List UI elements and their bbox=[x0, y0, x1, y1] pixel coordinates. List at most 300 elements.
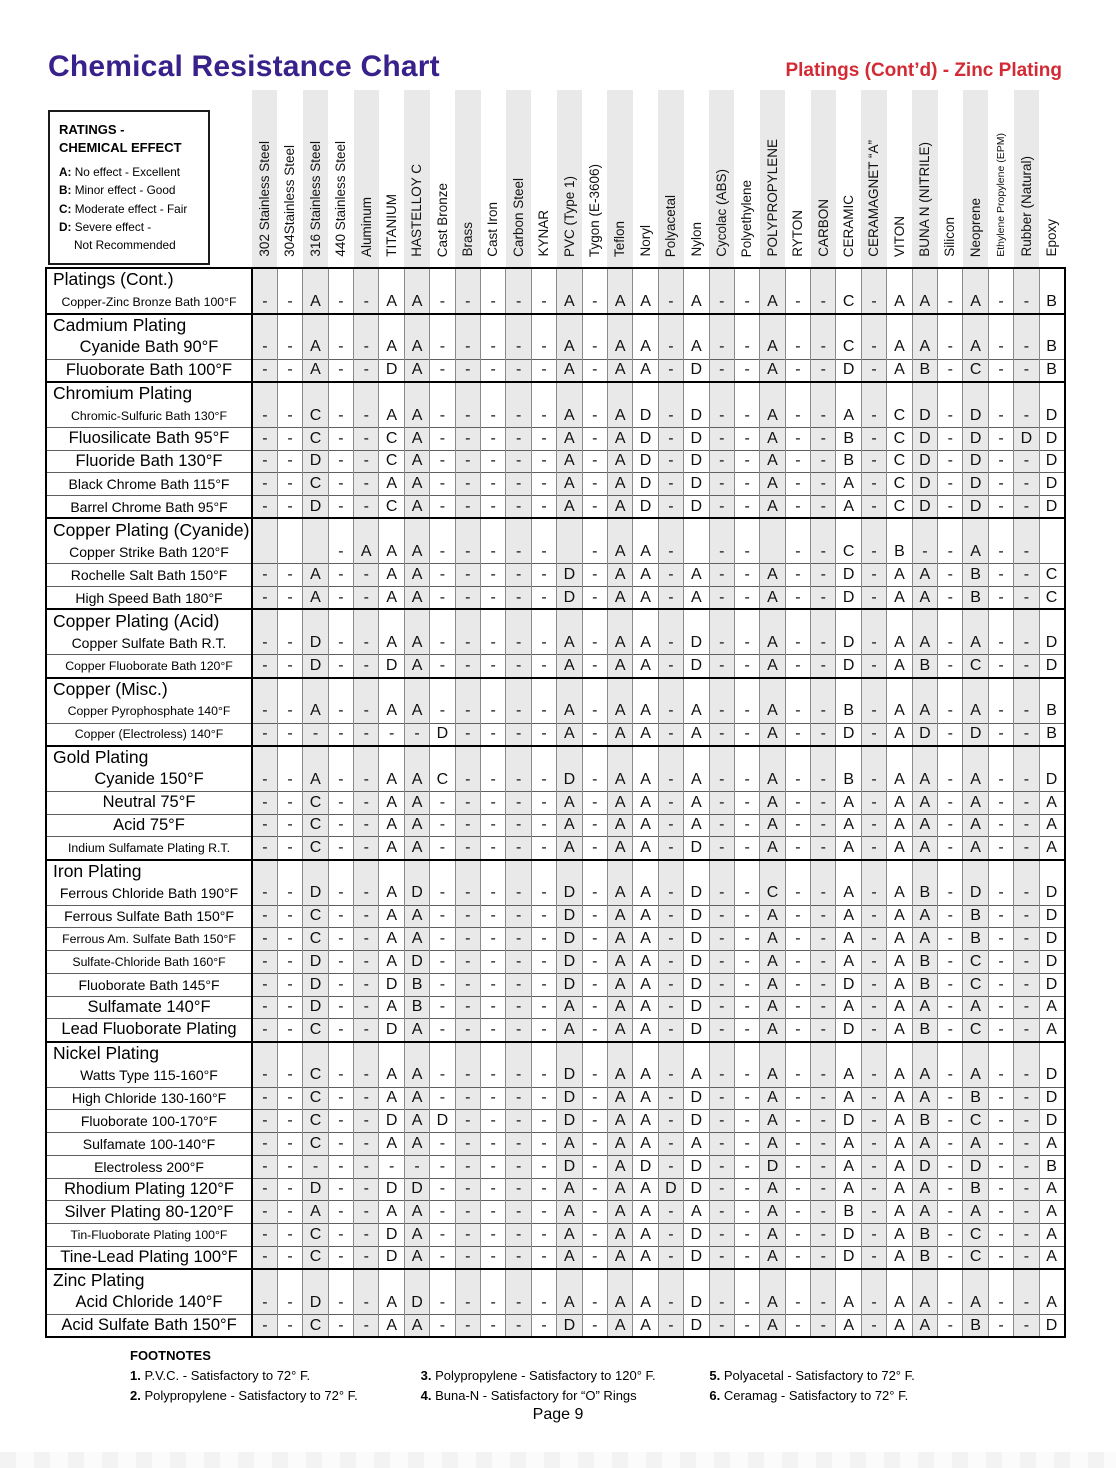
rating-cell: D bbox=[303, 496, 328, 519]
rating-cell: A bbox=[760, 905, 785, 928]
rating-cell: A bbox=[607, 1087, 632, 1110]
rating-cell bbox=[760, 268, 785, 291]
rating-cell: C bbox=[303, 1087, 328, 1110]
rating-cell: - bbox=[1014, 769, 1039, 792]
rating-cell: A bbox=[404, 928, 429, 951]
rating-cell: - bbox=[506, 1110, 531, 1133]
rating-cell: - bbox=[1014, 723, 1039, 746]
rating-cell: - bbox=[277, 996, 302, 1019]
column-header-label: BUNA N (NITRILE) bbox=[917, 142, 933, 257]
rating-cell: C bbox=[430, 769, 455, 792]
rating-cell bbox=[303, 268, 328, 291]
rating-cell: - bbox=[709, 427, 734, 450]
rating-cell: - bbox=[938, 450, 963, 473]
rating-cell: - bbox=[531, 928, 556, 951]
rating-cell: A bbox=[607, 1155, 632, 1178]
rating-cell: - bbox=[658, 837, 683, 860]
rating-cell: - bbox=[455, 973, 480, 996]
rating-cell: - bbox=[531, 1224, 556, 1247]
rating-cell: - bbox=[709, 473, 734, 496]
rating-cell: - bbox=[328, 1133, 353, 1156]
rating-cell: - bbox=[582, 882, 607, 905]
rating-cell: - bbox=[1014, 791, 1039, 814]
rating-cell: A bbox=[607, 655, 632, 678]
rating-cell: - bbox=[531, 1064, 556, 1087]
rating-cell: C bbox=[303, 814, 328, 837]
rating-cell: - bbox=[785, 496, 810, 519]
table-row bbox=[46, 632, 1065, 655]
rating-cell: - bbox=[785, 1178, 810, 1201]
table-row bbox=[46, 564, 1065, 587]
row-label: Watts Type 115-160°F bbox=[46, 1064, 252, 1087]
rating-cell: - bbox=[734, 951, 759, 974]
rating-cell: - bbox=[430, 928, 455, 951]
rating-cell: - bbox=[531, 882, 556, 905]
rating-cell: - bbox=[455, 655, 480, 678]
rating-cell: D bbox=[963, 882, 988, 905]
rating-cell: - bbox=[785, 1064, 810, 1087]
rating-cell: A bbox=[633, 882, 658, 905]
rating-cell: - bbox=[506, 1315, 531, 1338]
rating-cell: A bbox=[607, 882, 632, 905]
rating-cell: - bbox=[252, 996, 277, 1019]
rating-cell: D bbox=[684, 473, 709, 496]
rating-cell: A bbox=[760, 791, 785, 814]
rating-cell: A bbox=[557, 1019, 582, 1042]
rating-cell: A bbox=[633, 1110, 658, 1133]
rating-cell: - bbox=[582, 951, 607, 974]
legend-item: A: No effect - Excellent bbox=[59, 165, 181, 180]
rating-cell bbox=[836, 268, 861, 291]
rating-cell: - bbox=[328, 1178, 353, 1201]
rating-cell: D bbox=[836, 655, 861, 678]
rating-cell: - bbox=[455, 1224, 480, 1247]
rating-cell: A bbox=[379, 1201, 404, 1224]
page-subtitle: Platings (Cont’d) - Zinc Plating bbox=[785, 60, 1062, 81]
rating-cell: B bbox=[963, 1315, 988, 1338]
rating-cell: C bbox=[887, 450, 912, 473]
rating-cell: - bbox=[506, 791, 531, 814]
rating-cell: A bbox=[760, 1201, 785, 1224]
rating-cell: - bbox=[430, 291, 455, 314]
rating-cell: A bbox=[633, 655, 658, 678]
rating-cell bbox=[658, 860, 683, 883]
rating-cell bbox=[836, 382, 861, 405]
rating-cell: - bbox=[531, 700, 556, 723]
table-row bbox=[46, 769, 1065, 792]
column-header bbox=[481, 90, 506, 268]
rating-cell: - bbox=[658, 1246, 683, 1269]
rating-cell: B bbox=[1039, 1155, 1064, 1178]
rating-cell bbox=[760, 860, 785, 883]
row-label: Chromic-Sulfuric Bath 130°F bbox=[46, 405, 252, 428]
rating-cell bbox=[658, 314, 683, 337]
rating-cell: A bbox=[760, 769, 785, 792]
rating-cell: A bbox=[887, 814, 912, 837]
rating-cell: A bbox=[557, 1246, 582, 1269]
rating-cell bbox=[430, 860, 455, 883]
rating-cell: A bbox=[887, 769, 912, 792]
footnote-item: 2. Polypropylene - Satisfactory to 72° F. bbox=[130, 1388, 358, 1404]
rating-cell: - bbox=[861, 723, 886, 746]
rating-cell: - bbox=[531, 996, 556, 1019]
rating-cell: - bbox=[709, 700, 734, 723]
rating-cell: A bbox=[633, 1019, 658, 1042]
rating-cell: - bbox=[709, 541, 734, 564]
rating-cell: - bbox=[709, 882, 734, 905]
rating-cell bbox=[861, 518, 886, 541]
rating-cell: D bbox=[1039, 905, 1064, 928]
rating-cell: - bbox=[861, 973, 886, 996]
rating-cell bbox=[404, 609, 429, 632]
rating-cell: A bbox=[557, 814, 582, 837]
rating-cell: - bbox=[938, 905, 963, 928]
rating-cell bbox=[861, 268, 886, 291]
rating-cell: A bbox=[379, 564, 404, 587]
rating-cell: - bbox=[582, 473, 607, 496]
rating-cell: - bbox=[455, 564, 480, 587]
rating-cell: A bbox=[607, 1064, 632, 1087]
rating-cell: B bbox=[912, 973, 937, 996]
column-header bbox=[988, 90, 1013, 268]
rating-cell: A bbox=[557, 700, 582, 723]
rating-cell: A bbox=[1039, 791, 1064, 814]
rating-cell bbox=[328, 746, 353, 769]
rating-cell bbox=[531, 1269, 556, 1292]
rating-cell bbox=[328, 678, 353, 701]
rating-cell: - bbox=[785, 723, 810, 746]
rating-cell: B bbox=[912, 1019, 937, 1042]
rating-cell: - bbox=[734, 1315, 759, 1338]
rating-cell: - bbox=[861, 587, 886, 610]
rating-cell bbox=[557, 518, 582, 541]
rating-cell: - bbox=[506, 541, 531, 564]
rating-cell: A bbox=[912, 814, 937, 837]
rating-cell: - bbox=[379, 1155, 404, 1178]
rating-cell bbox=[252, 1042, 277, 1065]
rating-cell bbox=[252, 746, 277, 769]
rating-cell: - bbox=[328, 450, 353, 473]
rating-cell bbox=[684, 746, 709, 769]
rating-cell: - bbox=[531, 1019, 556, 1042]
rating-cell bbox=[607, 1042, 632, 1065]
legend-title-line2: CHEMICAL EFFECT bbox=[59, 139, 182, 155]
rating-cell: - bbox=[658, 1224, 683, 1247]
rating-cell: - bbox=[481, 1019, 506, 1042]
rating-cell: - bbox=[658, 564, 683, 587]
rating-cell: A bbox=[607, 951, 632, 974]
row-label: Sulfamate 100-140°F bbox=[46, 1133, 252, 1156]
rating-cell: D bbox=[557, 905, 582, 928]
column-header bbox=[861, 90, 886, 268]
rating-cell: A bbox=[379, 905, 404, 928]
rating-cell bbox=[785, 268, 810, 291]
rating-cell: - bbox=[785, 1087, 810, 1110]
rating-cell: C bbox=[963, 655, 988, 678]
column-header-label: Silicon bbox=[942, 217, 958, 257]
rating-cell: C bbox=[303, 405, 328, 428]
rating-cell: A bbox=[607, 1133, 632, 1156]
rating-cell bbox=[1039, 382, 1064, 405]
column-header bbox=[785, 90, 810, 268]
rating-cell bbox=[785, 1042, 810, 1065]
rating-cell: - bbox=[252, 1315, 277, 1338]
rating-cell bbox=[531, 860, 556, 883]
rating-cell: - bbox=[277, 1019, 302, 1042]
rating-cell: - bbox=[861, 541, 886, 564]
rating-cell bbox=[557, 382, 582, 405]
rating-cell: - bbox=[252, 1155, 277, 1178]
rating-cell: A bbox=[379, 291, 404, 314]
rating-cell: A bbox=[887, 1315, 912, 1338]
rating-cell: - bbox=[582, 1201, 607, 1224]
rating-cell: - bbox=[252, 1064, 277, 1087]
rating-cell: - bbox=[455, 700, 480, 723]
rating-cell: - bbox=[658, 473, 683, 496]
rating-cell: D bbox=[684, 1155, 709, 1178]
rating-cell: D bbox=[912, 1155, 937, 1178]
rating-cell bbox=[531, 518, 556, 541]
rating-cell bbox=[836, 1042, 861, 1065]
rating-cell: - bbox=[811, 541, 836, 564]
rating-cell: D bbox=[963, 450, 988, 473]
rating-cell: A bbox=[607, 1201, 632, 1224]
rating-cell: - bbox=[1014, 1178, 1039, 1201]
rating-cell: D bbox=[404, 1292, 429, 1315]
rating-cell: - bbox=[455, 336, 480, 359]
rating-cell: A bbox=[633, 769, 658, 792]
rating-cell: - bbox=[430, 973, 455, 996]
rating-cell: - bbox=[658, 336, 683, 359]
rating-cell: - bbox=[734, 1224, 759, 1247]
rating-cell bbox=[582, 268, 607, 291]
rating-cell: A bbox=[887, 1087, 912, 1110]
rating-cell: - bbox=[277, 1064, 302, 1087]
rating-cell bbox=[506, 1042, 531, 1065]
rating-cell: - bbox=[430, 1155, 455, 1178]
rating-cell bbox=[582, 860, 607, 883]
rating-cell bbox=[861, 314, 886, 337]
rating-cell: D bbox=[1039, 951, 1064, 974]
rating-cell bbox=[506, 1269, 531, 1292]
rating-cell: - bbox=[938, 1315, 963, 1338]
section-label: Platings (Cont.) bbox=[46, 268, 252, 291]
rating-cell: D bbox=[1039, 1064, 1064, 1087]
rating-cell bbox=[938, 860, 963, 883]
rating-cell: - bbox=[506, 1224, 531, 1247]
rating-cell: A bbox=[303, 564, 328, 587]
rating-cell: B bbox=[963, 1178, 988, 1201]
rating-cell: D bbox=[379, 1019, 404, 1042]
column-header-label: POLYPROPYLENE bbox=[764, 139, 780, 257]
rating-cell: A bbox=[607, 632, 632, 655]
rating-cell: - bbox=[811, 336, 836, 359]
rating-cell: - bbox=[785, 541, 810, 564]
rating-cell: A bbox=[633, 1224, 658, 1247]
rating-cell: - bbox=[1014, 928, 1039, 951]
rating-cell bbox=[861, 678, 886, 701]
rating-cell: A bbox=[836, 996, 861, 1019]
rating-cell: A bbox=[633, 996, 658, 1019]
rating-cell: - bbox=[531, 973, 556, 996]
rating-cell bbox=[709, 609, 734, 632]
rating-cell bbox=[633, 268, 658, 291]
resistance-table-wrap bbox=[45, 90, 1066, 1338]
rating-cell bbox=[404, 268, 429, 291]
rating-cell bbox=[684, 314, 709, 337]
rating-cell bbox=[277, 541, 302, 564]
rating-cell: - bbox=[252, 1292, 277, 1315]
rating-cell bbox=[709, 518, 734, 541]
rating-cell: - bbox=[455, 427, 480, 450]
rating-cell: - bbox=[328, 427, 353, 450]
rating-cell: D bbox=[557, 1064, 582, 1087]
rating-cell: - bbox=[811, 951, 836, 974]
rating-cell: A bbox=[760, 427, 785, 450]
rating-cell bbox=[303, 860, 328, 883]
rating-cell: - bbox=[455, 1155, 480, 1178]
rating-cell: A bbox=[404, 564, 429, 587]
rating-cell: A bbox=[887, 1201, 912, 1224]
rating-cell: - bbox=[658, 541, 683, 564]
rating-cell: - bbox=[988, 1019, 1013, 1042]
rating-cell: - bbox=[734, 1019, 759, 1042]
rating-cell bbox=[785, 609, 810, 632]
table-row bbox=[46, 1133, 1065, 1156]
row-label: Acid 75°F bbox=[46, 814, 252, 837]
rating-cell: - bbox=[430, 1224, 455, 1247]
rating-cell bbox=[607, 1269, 632, 1292]
rating-cell bbox=[963, 268, 988, 291]
rating-cell: A bbox=[607, 336, 632, 359]
rating-cell: - bbox=[658, 587, 683, 610]
rating-cell: - bbox=[938, 336, 963, 359]
rating-cell: A bbox=[303, 769, 328, 792]
rating-cell: C bbox=[963, 359, 988, 382]
rating-cell bbox=[1039, 1042, 1064, 1065]
rating-cell: - bbox=[1014, 496, 1039, 519]
rating-cell bbox=[861, 1042, 886, 1065]
rating-cell: A bbox=[1039, 837, 1064, 860]
rating-cell: A bbox=[1039, 814, 1064, 837]
rating-cell: A bbox=[836, 791, 861, 814]
rating-cell: D bbox=[836, 973, 861, 996]
rating-cell: - bbox=[252, 791, 277, 814]
rating-cell: A bbox=[1039, 1178, 1064, 1201]
section-label: Copper (Misc.) bbox=[46, 678, 252, 701]
rating-cell: A bbox=[836, 405, 861, 428]
rating-cell bbox=[506, 518, 531, 541]
rating-cell: - bbox=[709, 336, 734, 359]
rating-cell: A bbox=[760, 632, 785, 655]
rating-cell bbox=[481, 609, 506, 632]
rating-cell: - bbox=[709, 951, 734, 974]
rating-cell: D bbox=[963, 473, 988, 496]
rating-cell: A bbox=[633, 1292, 658, 1315]
rating-cell: D bbox=[557, 882, 582, 905]
rating-cell: - bbox=[734, 291, 759, 314]
rating-cell: D bbox=[430, 1110, 455, 1133]
rating-cell: D bbox=[557, 1110, 582, 1133]
rating-cell: D bbox=[684, 1019, 709, 1042]
rating-cell bbox=[531, 314, 556, 337]
rating-cell: A bbox=[836, 1064, 861, 1087]
rating-cell: - bbox=[938, 928, 963, 951]
rating-cell: B bbox=[1039, 291, 1064, 314]
legend-title-line1: RATINGS - bbox=[59, 122, 125, 137]
rating-cell bbox=[277, 314, 302, 337]
rating-cell: - bbox=[709, 655, 734, 678]
rating-cell: - bbox=[988, 450, 1013, 473]
rating-cell: A bbox=[684, 769, 709, 792]
rating-cell: - bbox=[988, 1224, 1013, 1247]
column-header bbox=[912, 90, 937, 268]
rating-cell: - bbox=[811, 587, 836, 610]
rating-cell bbox=[785, 314, 810, 337]
rating-cell bbox=[328, 268, 353, 291]
rating-cell: - bbox=[252, 1201, 277, 1224]
rating-cell bbox=[785, 860, 810, 883]
column-header-label: Noryl bbox=[637, 225, 653, 257]
rating-cell: A bbox=[963, 1064, 988, 1087]
rating-cell: - bbox=[328, 905, 353, 928]
rating-cell: - bbox=[481, 882, 506, 905]
rating-cell: - bbox=[506, 564, 531, 587]
rating-cell: - bbox=[455, 359, 480, 382]
rating-cell bbox=[861, 382, 886, 405]
rating-cell: A bbox=[912, 996, 937, 1019]
rating-cell: A bbox=[760, 291, 785, 314]
rating-cell: - bbox=[506, 359, 531, 382]
rating-cell: - bbox=[531, 496, 556, 519]
rating-cell: A bbox=[760, 814, 785, 837]
rating-cell: A bbox=[607, 473, 632, 496]
table-row bbox=[46, 1201, 1065, 1224]
rating-cell bbox=[404, 518, 429, 541]
rating-cell: B bbox=[1039, 336, 1064, 359]
rating-cell: A bbox=[836, 951, 861, 974]
rating-cell: B bbox=[836, 427, 861, 450]
rating-cell: - bbox=[354, 1178, 379, 1201]
rating-cell: - bbox=[709, 359, 734, 382]
rating-cell bbox=[252, 314, 277, 337]
rating-cell: - bbox=[506, 450, 531, 473]
rating-cell: - bbox=[506, 769, 531, 792]
rating-cell bbox=[938, 268, 963, 291]
rating-cell: D bbox=[684, 996, 709, 1019]
rating-cell: A bbox=[760, 973, 785, 996]
rating-cell: - bbox=[252, 1087, 277, 1110]
rating-cell: - bbox=[861, 1224, 886, 1247]
rating-cell: A bbox=[379, 791, 404, 814]
rating-cell bbox=[506, 609, 531, 632]
rating-cell: A bbox=[404, 1064, 429, 1087]
rating-cell: - bbox=[785, 291, 810, 314]
rating-cell: - bbox=[709, 928, 734, 951]
rating-cell: - bbox=[328, 723, 353, 746]
rating-cell: - bbox=[861, 336, 886, 359]
resistance-table bbox=[45, 90, 1066, 1338]
rating-cell bbox=[734, 268, 759, 291]
column-header-label: Tygon (E-3606) bbox=[587, 163, 603, 257]
rating-cell: A bbox=[404, 587, 429, 610]
rating-cell bbox=[887, 1042, 912, 1065]
rating-cell: - bbox=[811, 837, 836, 860]
rating-cell: A bbox=[684, 587, 709, 610]
rating-cell: D bbox=[557, 928, 582, 951]
rating-cell: - bbox=[277, 837, 302, 860]
column-header-row bbox=[46, 90, 1065, 268]
